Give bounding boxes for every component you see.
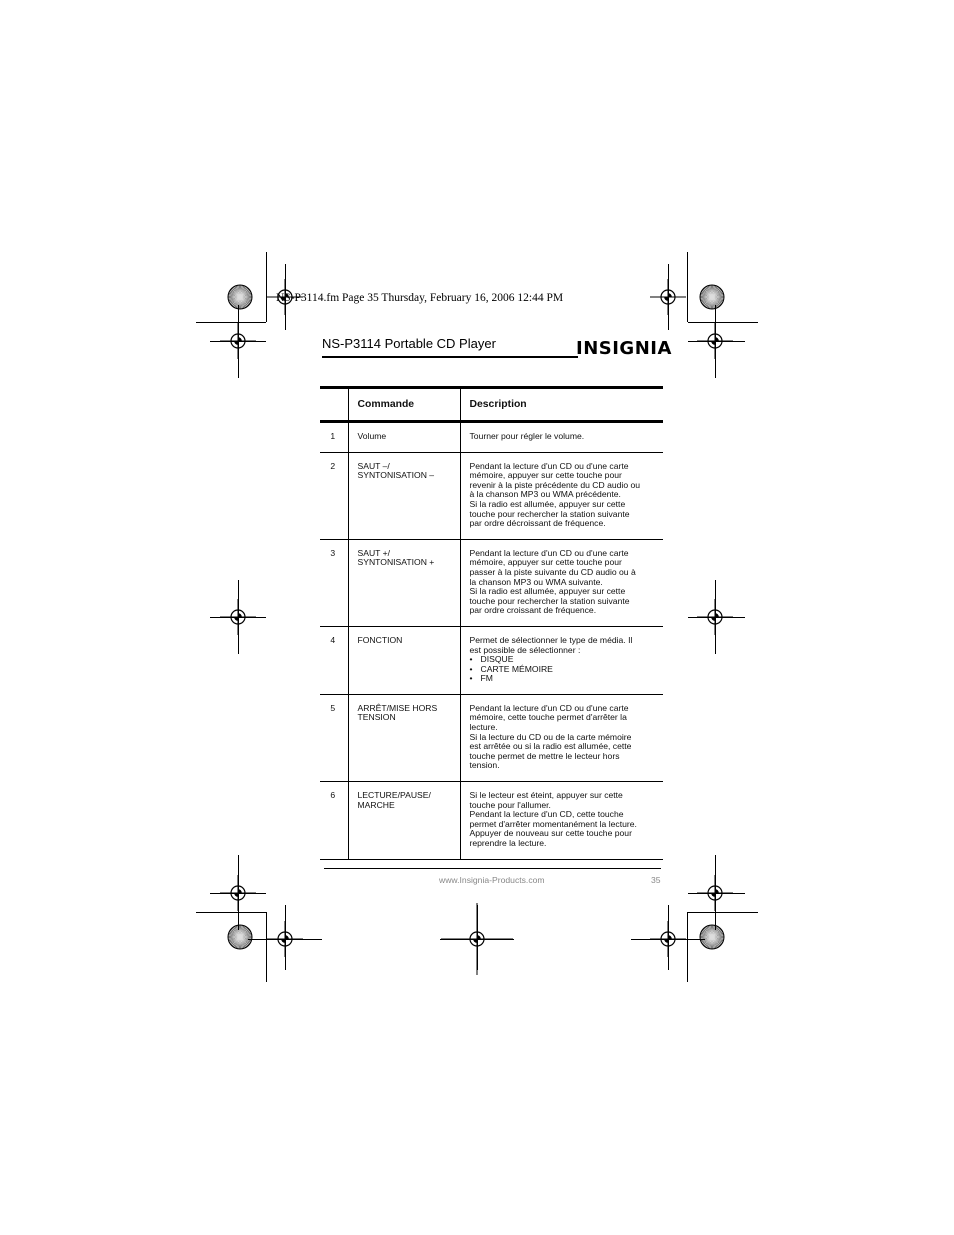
bullet-label: DISQUE: [480, 654, 514, 665]
crop-mark: [688, 617, 745, 618]
crop-mark: [688, 893, 745, 894]
row-number: 6: [320, 782, 348, 860]
row-command: [348, 422, 460, 453]
table-header-row: [320, 388, 663, 422]
title-rule: [322, 356, 578, 358]
description-line: Pendant la lecture d'un CD ou d'une carte: [469, 460, 629, 471]
command-line: FONCTION: [357, 634, 403, 645]
bullet-item: [470, 674, 655, 684]
row-number: 1: [320, 422, 348, 453]
crop-mark: [440, 939, 514, 940]
crop-mark: [688, 912, 758, 913]
row-number: 3: [320, 539, 348, 626]
crop-mark: [210, 617, 266, 618]
slug-line: NS-P3114.fm Page 35 Thursday, February 16, 2006 12:44 PM: [276, 292, 564, 304]
command-line: ARRÊT/MISE HORS: [357, 702, 438, 713]
crop-mark: [477, 905, 478, 970]
row-command: [348, 694, 460, 781]
commands-table: [320, 386, 663, 860]
command-line: TENSION: [357, 712, 396, 723]
description-line: touche pour rechercher la station suivante: [469, 595, 630, 606]
crop-mark: [668, 905, 669, 970]
command-line: LECTURE/PAUSE/: [357, 790, 431, 801]
table-row: [320, 452, 663, 539]
description-line: Si la radio est allumée, appuyer sur cette: [469, 586, 626, 597]
crop-mark: [248, 939, 322, 940]
description-line: touche pour rechercher la station suivante: [469, 508, 630, 519]
crop-mark: [631, 939, 705, 940]
bullet-icon: •: [469, 654, 473, 665]
description-line: permet d'arrêter momentanément la lecture.: [469, 818, 637, 829]
row-command: [348, 626, 460, 694]
starburst-icon: [227, 924, 253, 950]
footer-rule: [324, 868, 661, 869]
crop-mark: [688, 341, 745, 342]
description-line: passer à la piste suivante du CD audio ou à: [469, 566, 636, 577]
command-line: SAUT +/: [357, 547, 391, 558]
header-command: Commande: [348, 388, 460, 422]
crop-mark: [210, 341, 266, 342]
command-line: Volume: [357, 431, 387, 441]
description-line: Pendant la lecture d'un CD ou d'une carte: [469, 702, 629, 713]
description-line: Si la radio est allumée, appuyer sur cette: [469, 498, 626, 509]
description-line: par ordre décroissant de fréquence.: [469, 518, 606, 529]
description-line: mémoire, appuyer sur cette touche pour: [469, 557, 622, 568]
row-description: [460, 539, 663, 626]
crop-mark: [687, 912, 688, 982]
description-line: reprendre la lecture.: [469, 838, 547, 848]
table-row: [320, 626, 663, 694]
description-line: Permet de sélectionner le type de média. Il: [469, 634, 633, 645]
description-line: revenir à la piste précédente du CD audio ou: [469, 479, 641, 490]
crop-mark: [687, 252, 688, 322]
description-line: la chanson MP3 ou WMA suivante.: [469, 576, 603, 587]
header-number: [320, 388, 348, 422]
table-row: [320, 694, 663, 781]
row-command: [348, 539, 460, 626]
description-line: tension.: [469, 760, 500, 771]
description-line: Tourner pour régler le volume.: [469, 431, 585, 441]
command-line: SYNTONISATION –: [357, 470, 435, 481]
command-line: SYNTONISATION +: [357, 557, 435, 568]
row-command: [348, 452, 460, 539]
description-line: est arrêtée ou si la radio est allumée, cette: [469, 741, 632, 752]
bullet-label: FM: [480, 673, 493, 684]
bullet-label: CARTE MÉMOIRE: [480, 663, 553, 674]
row-number: 4: [320, 626, 348, 694]
crop-mark: [668, 264, 669, 330]
starburst-icon: [227, 284, 253, 310]
description-line: est possible de sélectionner :: [469, 644, 581, 655]
footer-url: www.Insignia-Products.com: [439, 875, 545, 885]
crop-mark: [285, 905, 286, 970]
bullet-icon: •: [469, 673, 473, 684]
description-line: par ordre croissant de fréquence.: [469, 605, 597, 616]
description-line: à la chanson MP3 ou WMA précédente.: [469, 489, 621, 500]
bullet-item: [470, 665, 655, 675]
description-line: Pendant la lecture d'un CD ou d'une carte: [469, 547, 629, 558]
row-number: 2: [320, 452, 348, 539]
command-line: SAUT –/: [357, 460, 390, 471]
description-line: mémoire, cette touche permet d'arrêter la: [469, 712, 627, 723]
crop-mark: [196, 912, 266, 913]
description-line: Appuyer de nouveau sur cette touche pour: [469, 828, 632, 839]
description-line: mémoire, appuyer sur cette touche pour: [469, 470, 622, 481]
row-command: [348, 782, 460, 860]
description-line: Si la lecture du CD ou de la carte mémoire: [469, 731, 632, 742]
bullet-icon: •: [469, 663, 473, 674]
row-description: [460, 694, 663, 781]
row-number: 5: [320, 694, 348, 781]
starburst-icon: [699, 924, 725, 950]
row-description: [460, 626, 663, 694]
description-line: lecture.: [469, 722, 498, 733]
crop-mark: [210, 893, 266, 894]
page-title: NS-P3114 Portable CD Player: [322, 336, 496, 351]
page-number: 35: [651, 875, 661, 885]
table-row: [320, 782, 663, 860]
description-line: touche permet de mettre le lecteur hors: [469, 750, 620, 761]
description-line: Pendant la lecture d'un CD, cette touche: [469, 809, 624, 820]
description-line: touche pour l'allumer.: [469, 799, 551, 810]
table-row: [320, 422, 663, 453]
row-description: [460, 452, 663, 539]
command-line: MARCHE: [357, 799, 395, 810]
row-description: [460, 782, 663, 860]
starburst-icon: [699, 284, 725, 310]
header-description: Description: [460, 388, 663, 422]
description-line: Si le lecteur est éteint, appuyer sur cette: [469, 790, 623, 801]
table-row: [320, 539, 663, 626]
insignia-logo: INSIGNIA: [576, 338, 672, 359]
row-description: [460, 422, 663, 453]
